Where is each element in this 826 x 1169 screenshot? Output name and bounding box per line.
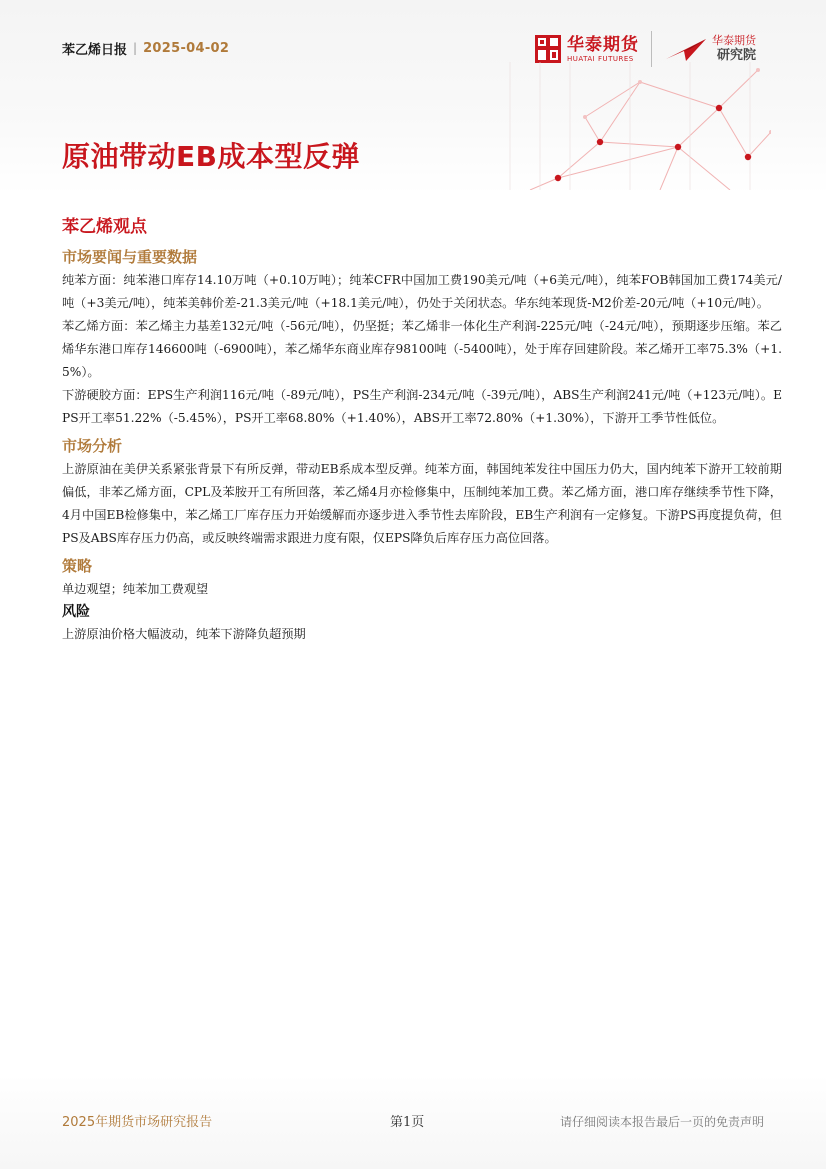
report-meta [62, 38, 229, 58]
paragraph-analysis: 上游原油在美伊关系紧张背景下有所反弹，带动EB系成本型反弹。纯苯方面，韩国纯苯发往中国压力仍大，国内纯苯下游开工较前期偏低，非苯乙烯方面，CPL及苯胺开工有所回落，苯乙烯4月亦检修集中，压制纯苯加工费。苯乙烯方面，港口库存继续季节性下降，4月中国EB检修集中，苯乙烯工厂库存压力开始缓解而亦逐步进入季节性去库阶段，EB生产利润有一定修复。下游PS再度提负荷，但PS及ABS库存压力仍高，或反映终端需求跟进力度有限，仅EPS降负后库存压力高位回落。 [62, 462, 782, 545]
meta-separator: | [133, 41, 138, 55]
footer-report-series: 2025年期货市场研究报告 [62, 1115, 213, 1130]
section-heading-risk: 风险 [62, 604, 90, 620]
institute-logo-icon [664, 35, 708, 63]
footer-disclaimer-note: 请仔细阅读本报告最后一页的免责声明 [559, 1115, 764, 1129]
report-title: 原油带动EB成本型反弹 [62, 140, 360, 173]
paragraph-downstream: 下游硬胶方面：EPS生产利润116元/吨（-89元/吨），PS生产利润-234元/吨（-39元/吨），ABS生产利润241元/吨（+123元/吨）。EPS开工率51.22%（-5.45%），PS开工率68.80%（+1.40%），ABS开工率72.80%（+1.30%），下游开工季节性低位。 [62, 388, 782, 425]
logo-en: HUATAI FUTURES [567, 54, 634, 63]
paragraph-risk: 上游原油价格大幅波动，纯苯下游降负超预期 [62, 627, 306, 641]
institute-line2: 研究院 [716, 48, 756, 63]
page-header [0, 0, 826, 195]
huatai-logo-text [567, 35, 639, 64]
report-date: 2025-04-02 [143, 40, 230, 56]
report-name: 苯乙烯日报 [62, 42, 128, 58]
institute-line1: 华泰期货 [712, 34, 756, 47]
report-body [62, 213, 782, 646]
huatai-logo-icon [535, 35, 561, 63]
page-footer [0, 1075, 826, 1169]
section-heading-analysis: 市场分析 [62, 437, 123, 455]
decorative-network-graphic [500, 62, 771, 190]
paragraph-styrene: 苯乙烯方面：苯乙烯主力基差132元/吨（-56元/吨），仍坚挺；苯乙烯非一体化生产利润-225元/吨（-24元/吨），预期逐步压缩。苯乙烯华东港口库存146600吨（-6900吨），苯乙烯华东商业库存98100吨（-5400吨），处于库存回建阶段。苯乙烯开工率75.3%（+1.5%）。 [62, 319, 782, 379]
institute-logo-text [712, 34, 756, 64]
section-heading-news: 市场要闻与重要数据 [62, 248, 198, 266]
paragraph-benzene: 纯苯方面：纯苯港口库存14.10万吨（+0.10万吨）；纯苯CFR中国加工费190美元/吨（+6美元/吨），纯苯FOB韩国加工费174美元/吨（+3美元/吨），纯苯美韩价差-21.3美元/吨（+18.1美元/吨），仍处于关闭状态。华东纯苯现货-M2价差-20元/吨（+10元/吨）。 [62, 273, 782, 310]
section-heading-strategy: 策略 [62, 557, 93, 575]
section-heading-view: 苯乙烯观点 [62, 217, 147, 237]
paragraph-strategy: 单边观望；纯苯加工费观望 [62, 582, 209, 596]
logo-cn: 华泰期货 [567, 34, 639, 55]
footer-page-number: 第1页 [390, 1115, 425, 1130]
